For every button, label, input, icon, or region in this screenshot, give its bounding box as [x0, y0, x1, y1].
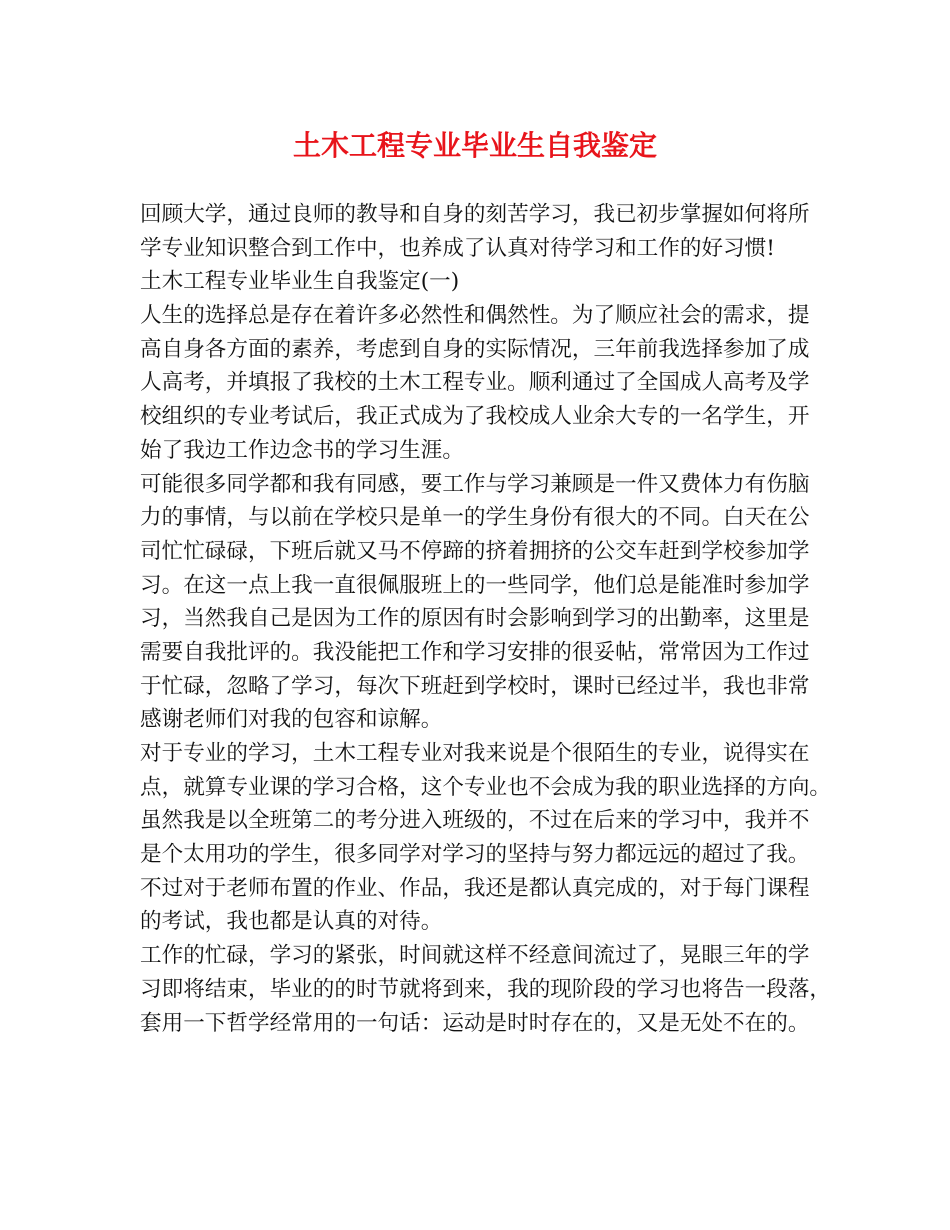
- text-line: 司忙忙碌碌，下班后就又马不停蹄的挤着拥挤的公交车赶到学校参加学: [140, 538, 810, 564]
- text-line: 高自身各方面的素养，考虑到自身的实际情况，三年前我选择参加了成: [140, 336, 810, 362]
- text-line: 不过对于老师布置的作业、作品，我还是都认真完成的，对于每门课程: [140, 875, 810, 901]
- text-line: 对于专业的学习，土木工程专业对我来说是个很陌生的专业，说得实在: [140, 741, 810, 766]
- text-line: 学专业知识整合到工作中，也养成了认真对待学习和工作的好习惯!: [140, 235, 775, 261]
- section-heading: 土木工程专业毕业生自我鉴定(一): [140, 269, 460, 295]
- text-line: 点，就算专业课的学习合格，这个专业也不会成为我的职业选择的方向。: [140, 774, 832, 800]
- text-line: 校组织的专业考试后，我正式成为了我校成人业余大专的一名学生，开: [140, 404, 810, 430]
- text-line: 于忙碌，忽略了学习，每次下班赶到学校时，课时已经过半，我也非常: [140, 673, 810, 699]
- text-line: 力的事情，与以前在学校只是单一的学生身份有很大的不同。白天在公: [140, 505, 810, 531]
- text-line: 习，当然我自己是因为工作的原因有时会影响到学习的出勤率，这里是: [140, 606, 810, 632]
- text-line: 套用一下哲学经常用的一句话：运动是时时存在的，又是无处不在的。: [140, 1010, 810, 1036]
- text-line: 人高考，并填报了我校的土木工程专业。顺利通过了全国成人高考及学: [140, 370, 810, 396]
- text-line: 习即将结束，毕业的的时节就将到来，我的现阶段的学习也将告一段落，: [140, 976, 832, 1002]
- text-line: 人生的选择总是存在着许多必然性和偶然性。为了顺应社会的需求，提: [140, 303, 810, 329]
- text-line: 习。在这一点上我一直很佩服班上的一些同学，他们总是能准时参加学: [140, 572, 810, 598]
- text-line: 工作的忙碌，学习的紧张，时间就这样不经意间流过了，晃眼三年的学: [140, 943, 810, 969]
- document-body: [140, 198, 830, 1040]
- text-line: 虽然我是以全班第二的考分进入班级的，不过在后来的学习中，我并不: [140, 808, 810, 834]
- text-line: 是个太用功的学生，很多同学对学习的坚持与努力都远远的超过了我。: [140, 842, 810, 868]
- text-line: 感谢老师们对我的包容和谅解。: [140, 707, 443, 733]
- document-title: 土木工程专业毕业生自我鉴定: [292, 129, 657, 162]
- text-line: 的考试，我也都是认真的对待。: [140, 909, 443, 935]
- text-line: 可能很多同学都和我有同感，要工作与学习兼顾是一件又费体力有伤脑: [140, 471, 810, 497]
- text-line: 始了我边工作边念书的学习生涯。: [140, 437, 464, 463]
- text-line: 需要自我批评的。我没能把工作和学习安排的很妥帖，常常因为工作过: [140, 639, 810, 665]
- text-line: 回顾大学，通过良师的教导和自身的刻苦学习，我已初步掌握如何将所: [140, 202, 810, 227]
